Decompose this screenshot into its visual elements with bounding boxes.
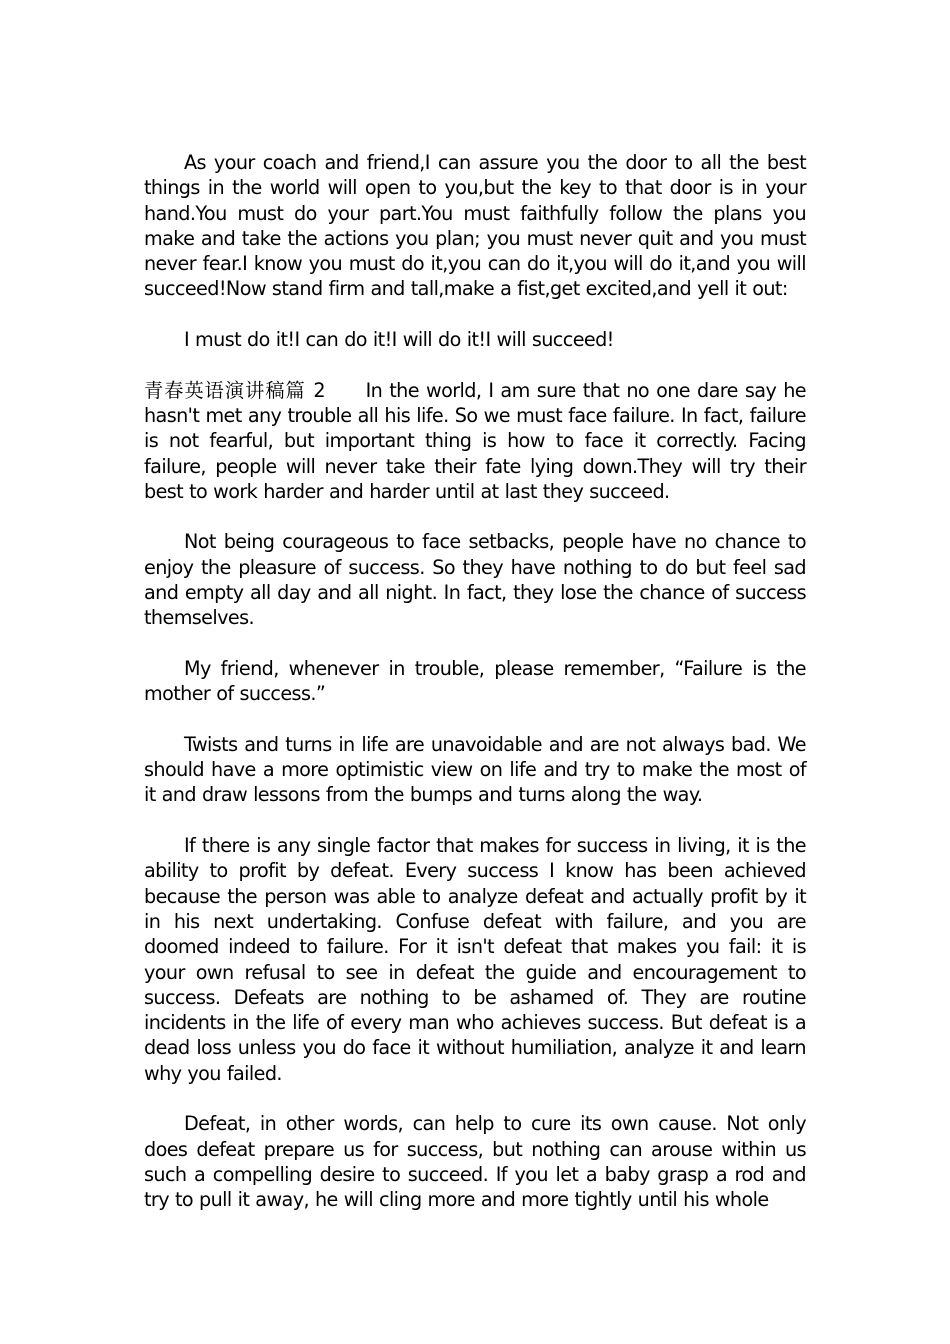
paragraph-setbacks: Not being courageous to face setbacks, people have no chance to enjoy the pleasure of success. So they have nothing to do but feel sad and empty all day and all night. In fact, they lose the chance of success themselves. xyxy=(144,530,806,630)
paragraph-profit-by-defeat: If there is any single factor that makes for success in living, it is the ability to profit by defeat. Every success I know has been achieved because the person was able to analyze defeat and actually profit by it in his next undertaking. Confuse defeat with failure, and you are doomed indeed to failure. For it isn't defeat that makes you fail: it is your own refusal to see in defeat the guide and encouragement to success. Defeats are nothing to be ashamed of. They are routine incidents in the life of every man who achieves success. But defeat is a dead loss unless you do face it without humiliation, analyze it and learn why you failed. xyxy=(144,834,806,1085)
paragraph-cure-its-cause: Defeat, in other words, can help to cure its own cause. Not only does defeat prepare us for success, but nothing can arouse within us such a compelling desire to succeed. If you let a baby grasp a rod and try to pull it away, he will cling more and more tightly until his whole xyxy=(144,1112,806,1212)
paragraph-section2-intro xyxy=(144,378,806,504)
paragraph-twists-and-turns: Twists and turns in life are unavoidable and are not always bad. We should have a more optimistic view on life and try to make the most of it and draw lessons from the bumps and turns along the way. xyxy=(144,732,806,807)
paragraph-coach: As your coach and friend,I can assure you the door to all the best things in the world will open to you,but the key to that door is in your hand.You must do your part.You must faithfully follow the plans you make and take the actions you plan; you must never quit and you must never fear.I know you must do it,you can do it,you will do it,and you will succeed!Now stand firm and tall,make a fist,get excited,and yell it out: xyxy=(144,151,806,301)
paragraph-mother-of-success: My friend, whenever in trouble, please remember, “Failure is the mother of success.” xyxy=(144,656,806,706)
paragraph-chant: I must do it!I can do it!I will do it!I will succeed! xyxy=(184,328,614,352)
section2-first-paragraph-text: In the world, I am sure that no one dare say he hasn't met any trouble all his life. So we must face failure. In fact, failure is not fearful, but important thing is how to face it correctly. Facing failure, people will never take their fate lying down.They will try their best to work harder and harder until at last they succeed. xyxy=(144,378,806,503)
document-page xyxy=(144,150,806,1238)
section-heading: 青春英语演讲稿篇 2 xyxy=(144,378,326,402)
